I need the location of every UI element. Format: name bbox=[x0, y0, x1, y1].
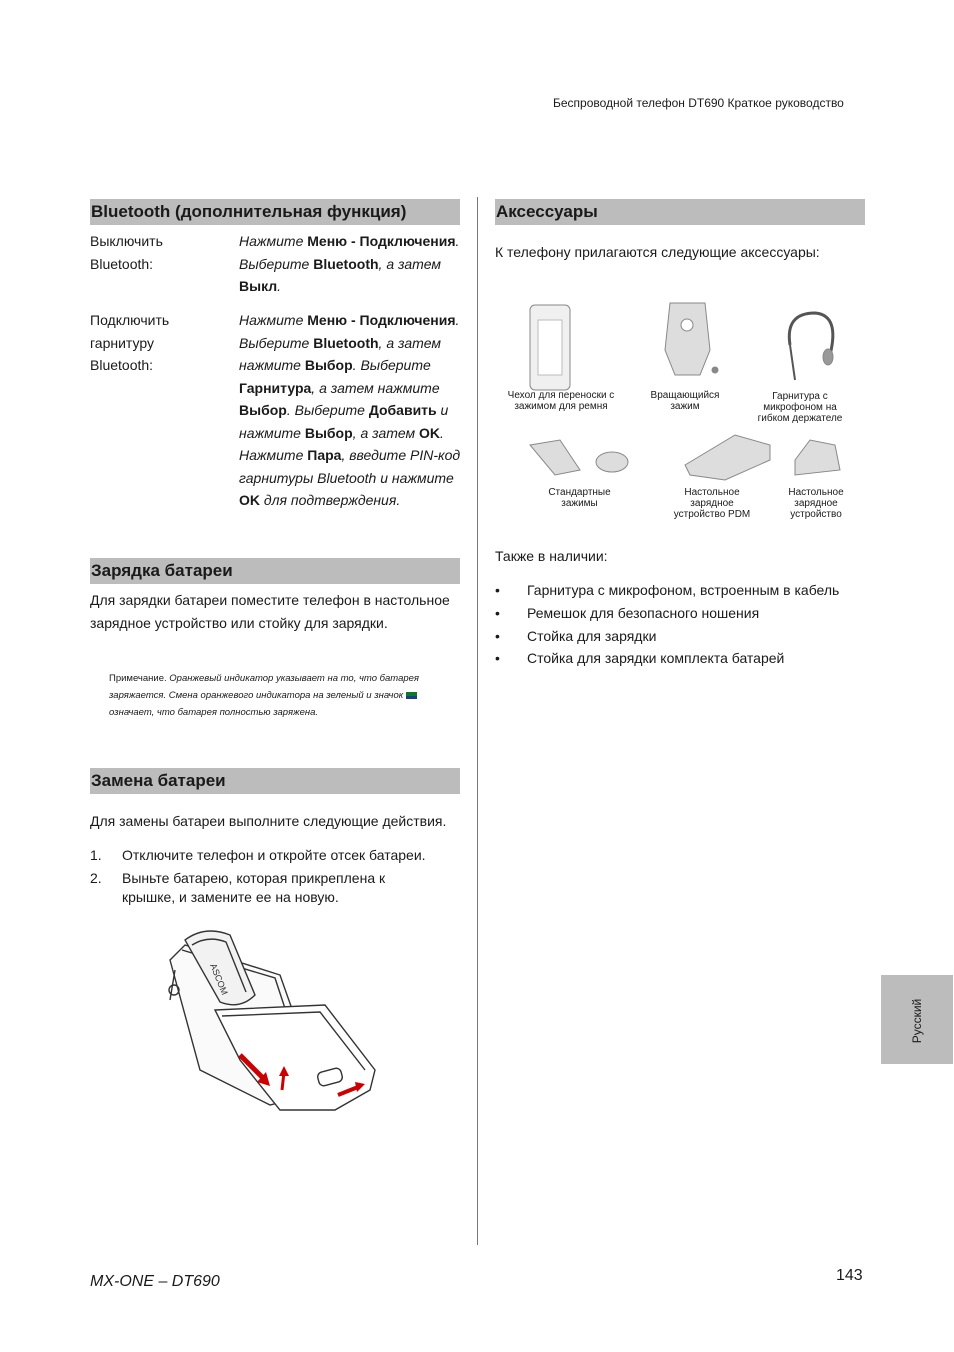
running-header: Беспроводной телефон DT690 Краткое руководство bbox=[553, 96, 844, 110]
caption-carry-case: Чехол для переноски с зажимом для ремня bbox=[507, 390, 615, 412]
note-text: Оранжевый индикатор указывает на то, что батарея заряжается. Смена оранжевого индикатора на зеленый и значок bbox=[109, 673, 419, 701]
caption-headset: Гарнитура с микрофоном на гибком держателе bbox=[757, 391, 843, 424]
desktop-charger-image bbox=[795, 440, 840, 475]
bt-connect-steps: Нажмите Меню - Подключения. Выберите Bluetooth, а затем нажмите Выбор. Выберите Гарнитура, а затем нажмите Выбор. Выберите Добавить и нажмите Выбор, а затем OK. Нажмите Пара, введите PIN-код гарнитуры Bluetooth и нажмите OK для подтверждения. bbox=[239, 312, 461, 508]
note-text-2: означает, что батарея полностью заряжена. bbox=[109, 707, 319, 718]
bt-disable-steps: Нажмите Меню - Подключения. Выберите Bluetooth, а затем Выкл. bbox=[239, 233, 460, 294]
caption-standard-clips: Стандартные зажимы bbox=[548, 487, 611, 509]
step-text: Отключите телефон и откройте отсек батареи. bbox=[122, 847, 426, 863]
swivel-clip-image bbox=[665, 303, 710, 375]
pdm-desktop-charger-image bbox=[685, 435, 770, 480]
section-title-bluetooth: Bluetooth (дополнительная функция) bbox=[90, 199, 460, 225]
language-label: Русский bbox=[910, 998, 924, 1044]
charging-body: Для зарядки батареи поместите телефон в настольное зарядное устройство или стойку для зарядки. bbox=[90, 592, 450, 631]
also-available-label: Также в наличии: bbox=[495, 548, 608, 564]
step-text: Выньте батарею, которая прикреплена к крышке, и замените ее на новую. bbox=[122, 870, 386, 905]
charging-note bbox=[109, 670, 454, 721]
replace-intro: Для замены батареи выполните следующие действия. bbox=[90, 813, 447, 829]
step-number: 2. bbox=[90, 870, 102, 886]
caption-desktop-charger: Настольное зарядное устройство bbox=[788, 487, 844, 520]
note-label: Примечание. bbox=[109, 673, 167, 684]
section-title-charging: Зарядка батареи bbox=[90, 558, 460, 584]
page-number: 143 bbox=[836, 1267, 863, 1284]
section-title-accessories: Аксессуары bbox=[495, 199, 865, 225]
clip-brand-label: ASCOM bbox=[208, 962, 230, 997]
caption-swivel-clip: Вращающийся зажим bbox=[650, 390, 720, 412]
battery-full-icon bbox=[406, 692, 417, 699]
step-number: 1. bbox=[90, 847, 102, 863]
accessories-intro: К телефону прилагаются следующие аксессуары: bbox=[495, 244, 820, 260]
language-tab bbox=[881, 975, 953, 1064]
headset-image bbox=[789, 313, 833, 355]
footer-product: MX-ONE – DT690 bbox=[90, 1273, 220, 1290]
column-divider bbox=[477, 197, 478, 1245]
battery-replacement-illustration bbox=[160, 920, 390, 1120]
caption-pdm-charger: Настольное зарядное устройство PDM bbox=[673, 487, 751, 520]
bt-connect-label: Подключить гарнитуру Bluetooth: bbox=[90, 312, 170, 373]
standard-clips-image bbox=[530, 440, 580, 475]
bt-disable-label: Выключить Bluetooth: bbox=[90, 233, 163, 272]
section-title-replace: Замена батареи bbox=[90, 768, 460, 794]
